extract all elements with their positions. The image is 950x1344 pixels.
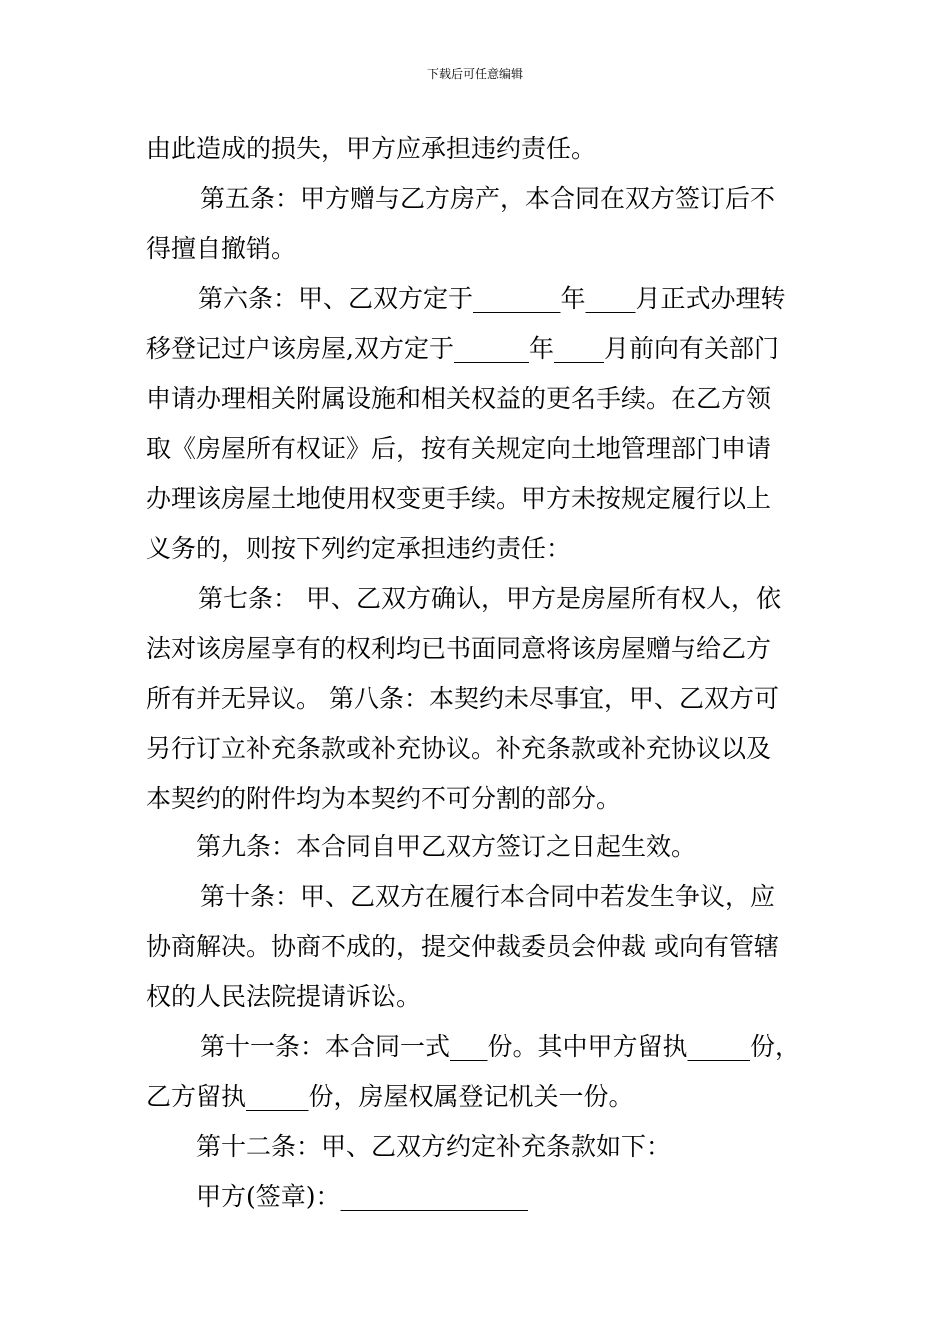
text-line: 移登记过户该房屋,双方定于______年____月前向有关部门: [146, 334, 779, 363]
text-line: 第十二条：甲、乙双方约定补充条款如下：: [196, 1132, 672, 1161]
text-line: 乙方留执_____份，房屋权属登记机关一份。: [146, 1082, 634, 1111]
text-line: 得擅自撤销。: [146, 234, 297, 263]
text-line: 甲方(签章)：_______________: [196, 1182, 529, 1211]
text-line: 第五条：甲方赠与乙方房产，本合同在双方签订后不: [200, 184, 776, 213]
text-line: 第七条： 甲、乙双方确认，甲方是房屋所有权人，依: [198, 584, 781, 613]
text-line: 法对该房屋享有的权利均已书面同意将该房屋赠与给乙方: [146, 634, 772, 663]
text-line: 取《房屋所有权证》后，按有关规定向土地管理部门申请: [146, 434, 772, 463]
text-line: 第九条：本合同自甲乙双方签订之日起生效。: [196, 832, 697, 861]
text-line: 另行订立补充条款或补充协议。补充条款或补充协议以及: [146, 734, 772, 763]
text-line: 权的人民法院提请诉讼。: [146, 982, 422, 1011]
text-line: 所有并无异议。 第八条：本契约未尽事宜，甲、乙双方可: [146, 684, 779, 713]
text-line: 办理该房屋土地使用权变更手续。甲方未按规定履行以上: [146, 484, 772, 513]
page-header: 下载后可任意编辑: [426, 67, 523, 81]
text-line: 第十条：甲、乙双方在履行本合同中若发生争议，应: [200, 882, 776, 911]
text-line: 由此造成的损失，甲方应承担违约责任。: [146, 134, 597, 163]
text-line: 第六条：甲、乙双方定于_______年____月正式办理转: [198, 284, 786, 313]
text-line: 本契约的附件均为本契约不可分割的部分。: [146, 784, 622, 813]
text-line: 协商解决。协商不成的，提交仲裁委员会仲裁 或向有管辖: [146, 932, 779, 961]
text-line: 义务的，则按下列约定承担违约责任：: [146, 534, 572, 563]
text-line: 第十一条：本合同一式___份。其中甲方留执_____份，: [200, 1032, 801, 1061]
text-line: 申请办理相关附属设施和相关权益的更名手续。在乙方领: [146, 384, 772, 413]
